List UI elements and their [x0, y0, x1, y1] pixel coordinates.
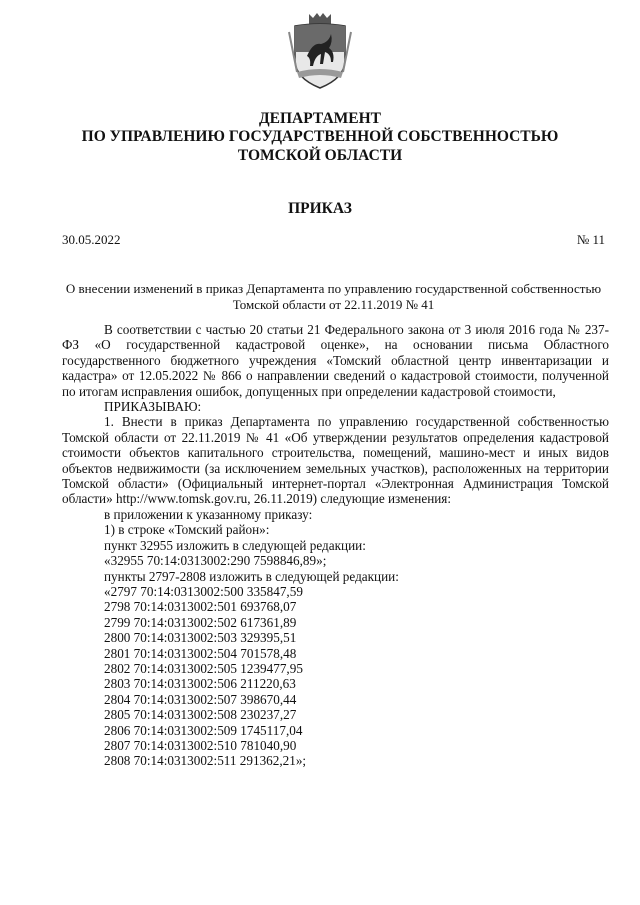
cadastral-entry: 2804 70:14:0313002:507 398670,44 [104, 691, 297, 707]
department-title-line-3: ТОМСКОЙ ОБЛАСТИ [237, 147, 403, 164]
cadastral-entry: 2805 70:14:0313002:508 230237,27 [104, 707, 297, 723]
body-line: пункт 32955 изложить в следующей редакции: [104, 537, 366, 553]
cadastral-entry: 2808 70:14:0313002:511 291362,21»; [104, 753, 307, 769]
cadastral-entry: 2806 70:14:0313002:509 1745117,04 [104, 722, 303, 738]
preamble-paragraph: В соответствии с частью 20 статьи 21 Федерального закона от 3 июля 2016 года № 237-ФЗ «О государственной кадастровой оценке», на основании письма Областного государственного бюджетного учреждения «Томский областной центр инвентаризации и кадастра» от 12.05.2022 № 866 о направлении сведений о кадастровой стоимости, полученной по итогам исправления ошибок, допущенных при определении кадастровой стоимости, [62, 322, 609, 399]
order-subject: О внесении изменений в приказ Департамента по управлению государственной собственностью Томской области от 22.11.2019 № 41 [65, 281, 602, 312]
cadastral-entry: «2797 70:14:0313002:500 335847,59 [104, 583, 303, 599]
department-title-line-1: ДЕПАРТАМЕНТ [258, 110, 382, 127]
body-line: 1) в строке «Томский район»: [104, 522, 270, 538]
order-date: 30.05.2022 [62, 232, 121, 247]
order-number: № 11 [576, 232, 605, 247]
cadastral-entry: 2799 70:14:0313002:502 617361,89 [104, 614, 297, 630]
cadastral-entry: 2802 70:14:0313002:505 1239477,95 [104, 660, 303, 676]
body-line: пункты 2797-2808 изложить в следующей редакции: [104, 568, 399, 584]
body-line: в приложении к указанному приказу: [104, 506, 313, 522]
cadastral-entry: 2801 70:14:0313002:504 701578,48 [104, 645, 297, 661]
cadastral-entry: 2800 70:14:0313002:503 329395,51 [104, 630, 297, 646]
cadastral-entry: 2803 70:14:0313002:506 211220,63 [104, 676, 296, 692]
document-type-heading: ПРИКАЗ [288, 200, 352, 217]
order-word: ПРИКАЗЫВАЮ: [104, 399, 202, 415]
order-body [62, 322, 609, 769]
cadastral-entry: 2807 70:14:0313002:510 781040,90 [104, 737, 297, 753]
cadastral-entry: 2798 70:14:0313002:501 693768,07 [104, 599, 297, 615]
tomsk-coat-of-arms-icon [287, 12, 353, 90]
body-line: «32955 70:14:0313002:290 7598846,89»; [104, 553, 327, 569]
department-title-line-2: ПО УПРАВЛЕНИЮ ГОСУДАРСТВЕННОЙ СОБСТВЕННОСТЬЮ [81, 128, 559, 145]
item-1-paragraph: 1. Внести в приказ Департамента по управлению государственной собственностью Томской области от 22.11.2019 № 41 «Об утверждении результатов определения кадастровой стоимости объектов капитального строительства, помещений, машино-мест и иных видов объектов недвижимости (за исключением земельных участков), расположенных на территории Томской области» (Официальный интернет-портал «Электронная Администрация Томской области» http://www.tomsk.gov.ru, 26.11.2019) следующие изменения: [62, 414, 609, 507]
